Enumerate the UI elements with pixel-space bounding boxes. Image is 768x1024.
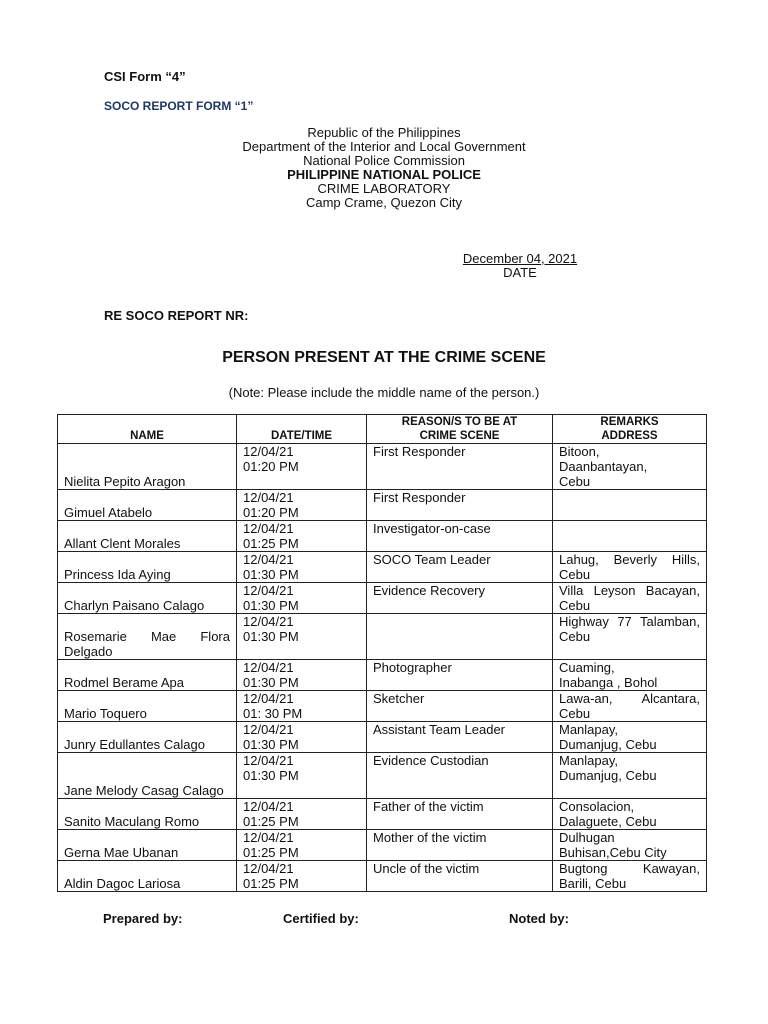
person-name-cell: Rosemarie Mae Flora Delgado (58, 614, 237, 660)
table-row (58, 753, 707, 799)
datetime-cell (237, 722, 367, 753)
person-name-cell: Sanito Maculang Romo (58, 799, 237, 830)
person-name-cell: Gimuel Atabelo (58, 490, 237, 521)
table-header-row (58, 415, 707, 444)
date-text: 12/04/21 (243, 753, 294, 768)
time-text: 01:25 PM (243, 876, 299, 891)
date-text: 12/04/21 (243, 660, 294, 675)
report-date: December 04, 2021 (462, 251, 578, 266)
header-dilg: Department of the Interior and Local Government (242, 139, 526, 154)
header-reason: REASON/S TO BE AT CRIME SCENE (367, 415, 553, 444)
table-row (58, 830, 707, 861)
date-text: 12/04/21 (243, 552, 294, 567)
reason-cell: First Responder (367, 490, 553, 521)
time-text: 01:25 PM (243, 814, 299, 829)
date-text: 12/04/21 (243, 490, 294, 505)
person-name-cell: Mario Toquero (58, 691, 237, 722)
date-text: 12/04/21 (243, 691, 294, 706)
prepared-by-label: Prepared by: (103, 911, 183, 926)
person-name-cell: Jane Melody Casag Calago (58, 753, 237, 799)
reason-cell: SOCO Team Leader (367, 552, 553, 583)
datetime-cell (237, 660, 367, 691)
header-name: NAME (58, 415, 237, 444)
header-crime-lab: CRIME LABORATORY (317, 181, 451, 196)
header-republic: Republic of the Philippines (307, 125, 461, 140)
table-row (58, 444, 707, 490)
datetime-cell (237, 861, 367, 892)
remarks-address-cell (553, 521, 707, 552)
agency-header (0, 126, 768, 210)
reason-cell: First Responder (367, 444, 553, 490)
date-text: 12/04/21 (243, 830, 294, 845)
time-text: 01:30 PM (243, 567, 299, 582)
reason-cell (367, 614, 553, 660)
datetime-cell (237, 830, 367, 861)
remarks-address-cell: Consolacion, Dalaguete, Cebu (553, 799, 707, 830)
table-body (58, 444, 707, 892)
reason-cell: Evidence Custodian (367, 753, 553, 799)
person-name-cell: Gerna Mae Ubanan (58, 830, 237, 861)
certified-by-label: Certified by: (283, 911, 359, 926)
date-text: 12/04/21 (243, 521, 294, 536)
time-text: 01:30 PM (243, 598, 299, 613)
person-name-cell: Princess Ida Aying (58, 552, 237, 583)
csi-form-label: CSI Form “4” (104, 69, 186, 84)
person-name-cell: Charlyn Paisano Calago (58, 583, 237, 614)
instruction-note: (Note: Please include the middle name of the person.) (228, 385, 540, 400)
remarks-address-cell: Dulhugan Buhisan,Cebu City (553, 830, 707, 861)
remarks-address-cell: Cuaming, Inabanga , Bohol (553, 660, 707, 691)
remarks-address-cell (553, 490, 707, 521)
person-name-cell: Rodmel Berame Apa (58, 660, 237, 691)
person-name-cell: Allant Clent Morales (58, 521, 237, 552)
table-row (58, 691, 707, 722)
table-row (58, 861, 707, 892)
reason-cell: Investigator-on-case (367, 521, 553, 552)
time-text: 01:30 PM (243, 737, 299, 752)
remarks-address-cell: Highway 77 Talamban, Cebu (553, 614, 707, 660)
page-title: PERSON PRESENT AT THE CRIME SCENE (222, 349, 546, 366)
time-text: 01:25 PM (243, 536, 299, 551)
time-text: 01:25 PM (243, 845, 299, 860)
date-text: 12/04/21 (243, 614, 294, 629)
person-name-cell: Nielita Pepito Aragon (58, 444, 237, 490)
datetime-cell (237, 753, 367, 799)
table-row (58, 660, 707, 691)
persons-table (57, 414, 707, 892)
datetime-cell (237, 614, 367, 660)
header-napolcom: National Police Commission (303, 153, 465, 168)
header-location: Camp Crame, Quezon City (305, 195, 463, 210)
header-pnp: PHILIPPINE NATIONAL POLICE (287, 167, 481, 182)
datetime-cell (237, 552, 367, 583)
remarks-address-cell: Manlapay, Dumanjug, Cebu (553, 753, 707, 799)
reason-cell: Mother of the victim (367, 830, 553, 861)
reason-cell: Photographer (367, 660, 553, 691)
datetime-cell (237, 799, 367, 830)
remarks-address-cell: Villa Leyson Bacayan, Cebu (553, 583, 707, 614)
table-row (58, 614, 707, 660)
time-text: 01:20 PM (243, 459, 299, 474)
remarks-address-cell: Manlapay, Dumanjug, Cebu (553, 722, 707, 753)
date-caption: DATE (503, 265, 537, 280)
reason-cell: Father of the victim (367, 799, 553, 830)
reason-cell: Evidence Recovery (367, 583, 553, 614)
date-text: 12/04/21 (243, 861, 294, 876)
person-name-cell: Junry Edullantes Calago (58, 722, 237, 753)
table-row (58, 521, 707, 552)
datetime-cell (237, 691, 367, 722)
remarks-address-cell: Lahug, Beverly Hills, Cebu (553, 552, 707, 583)
time-text: 01:30 PM (243, 629, 299, 644)
header-remarks: REMARKS ADDRESS (553, 415, 707, 444)
table-row (58, 552, 707, 583)
table-row (58, 583, 707, 614)
datetime-cell (237, 583, 367, 614)
table-row (58, 799, 707, 830)
soco-report-form-label: SOCO REPORT FORM “1” (104, 99, 254, 113)
time-text: 01: 30 PM (243, 706, 303, 721)
date-text: 12/04/21 (243, 444, 294, 459)
date-block (459, 252, 581, 280)
datetime-cell (237, 444, 367, 490)
person-name-cell: Aldin Dagoc Lariosa (58, 861, 237, 892)
remarks-address-cell: Bitoon, Daanbantayan, Cebu (553, 444, 707, 490)
noted-by-label: Noted by: (509, 911, 569, 926)
reason-cell: Uncle of the victim (367, 861, 553, 892)
time-text: 01:30 PM (243, 768, 299, 783)
reason-cell: Assistant Team Leader (367, 722, 553, 753)
date-text: 12/04/21 (243, 722, 294, 737)
time-text: 01:30 PM (243, 675, 299, 690)
datetime-cell (237, 490, 367, 521)
report-number-label: RE SOCO REPORT NR: (104, 308, 249, 323)
date-text: 12/04/21 (243, 583, 294, 598)
datetime-cell (237, 521, 367, 552)
time-text: 01:20 PM (243, 505, 299, 520)
reason-cell: Sketcher (367, 691, 553, 722)
remarks-address-cell: Lawa-an, Alcantara, Cebu (553, 691, 707, 722)
table-row (58, 722, 707, 753)
header-datetime: DATE/TIME (237, 415, 367, 444)
remarks-address-cell: Bugtong Kawayan, Barili, Cebu (553, 861, 707, 892)
date-text: 12/04/21 (243, 799, 294, 814)
table-row (58, 490, 707, 521)
